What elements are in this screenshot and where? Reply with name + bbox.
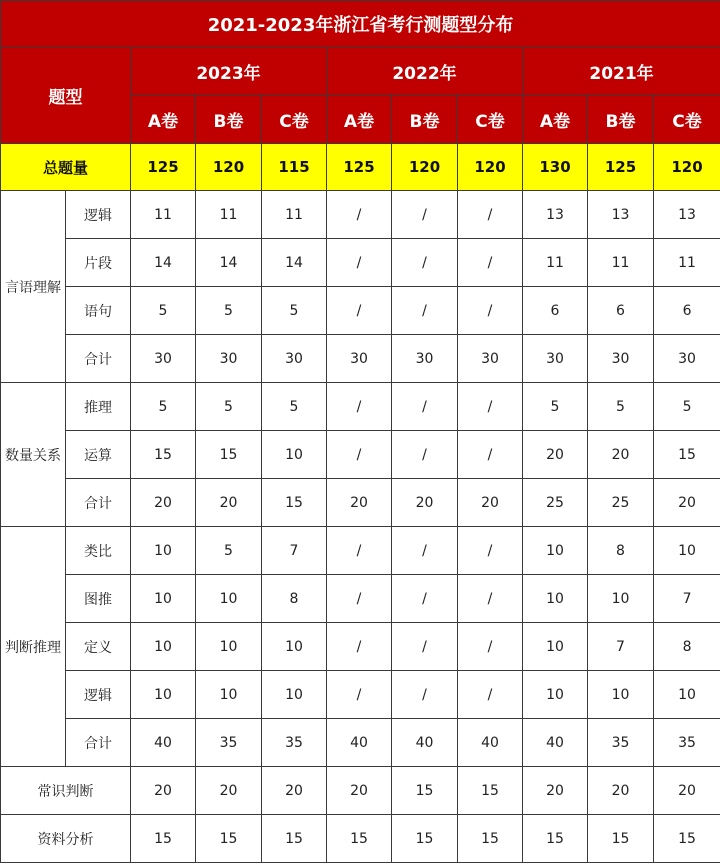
value-cell: 15 bbox=[458, 767, 523, 815]
value-cell: 30 bbox=[392, 335, 458, 383]
value-cell: 20 bbox=[392, 479, 458, 527]
value-cell: / bbox=[327, 287, 392, 335]
value-cell: 5 bbox=[196, 527, 262, 575]
value-cell: 20 bbox=[327, 479, 392, 527]
subcategory-cell: 逻辑 bbox=[66, 671, 131, 719]
total-value: 120 bbox=[458, 144, 523, 191]
value-cell: / bbox=[392, 575, 458, 623]
value-cell: / bbox=[327, 623, 392, 671]
value-cell: 6 bbox=[588, 287, 654, 335]
value-cell: 20 bbox=[588, 431, 654, 479]
value-cell: 30 bbox=[588, 335, 654, 383]
value-cell: / bbox=[458, 287, 523, 335]
value-cell: / bbox=[327, 527, 392, 575]
category-cell: 言语理解 bbox=[1, 191, 66, 383]
value-cell: 5 bbox=[131, 383, 196, 431]
value-cell: 6 bbox=[523, 287, 588, 335]
value-cell: / bbox=[392, 239, 458, 287]
subcategory-cell: 合计 bbox=[66, 479, 131, 527]
value-cell: 15 bbox=[654, 815, 720, 863]
value-cell: 30 bbox=[654, 335, 720, 383]
paper-header: A卷 bbox=[523, 95, 588, 144]
value-cell: 5 bbox=[196, 287, 262, 335]
paper-header: B卷 bbox=[392, 95, 458, 144]
value-cell: / bbox=[327, 671, 392, 719]
value-cell: / bbox=[392, 383, 458, 431]
table-row bbox=[1, 239, 720, 287]
value-cell: 8 bbox=[262, 575, 327, 623]
value-cell: 35 bbox=[196, 719, 262, 767]
value-cell: 20 bbox=[131, 767, 196, 815]
value-cell: 7 bbox=[654, 575, 720, 623]
value-cell: / bbox=[392, 431, 458, 479]
total-value: 125 bbox=[588, 144, 654, 191]
year-header-2023: 2023年 bbox=[131, 48, 327, 95]
subcategory-cell: 图推 bbox=[66, 575, 131, 623]
value-cell: 20 bbox=[327, 767, 392, 815]
value-cell: 5 bbox=[262, 383, 327, 431]
value-cell: 15 bbox=[392, 815, 458, 863]
value-cell: 11 bbox=[196, 191, 262, 239]
value-cell: / bbox=[458, 671, 523, 719]
year-header-2021: 2021年 bbox=[523, 48, 720, 95]
total-value: 120 bbox=[196, 144, 262, 191]
value-cell: 14 bbox=[131, 239, 196, 287]
value-cell: 35 bbox=[588, 719, 654, 767]
value-cell: 20 bbox=[588, 767, 654, 815]
value-cell: 7 bbox=[588, 623, 654, 671]
table-row bbox=[1, 383, 720, 431]
value-cell: 10 bbox=[131, 671, 196, 719]
value-cell: 6 bbox=[654, 287, 720, 335]
value-cell: 35 bbox=[262, 719, 327, 767]
value-cell: 40 bbox=[327, 719, 392, 767]
value-cell: / bbox=[458, 383, 523, 431]
subcategory-cell: 逻辑 bbox=[66, 191, 131, 239]
value-cell: 15 bbox=[458, 815, 523, 863]
value-cell: 10 bbox=[131, 623, 196, 671]
table-row bbox=[1, 335, 720, 383]
subcategory-cell: 片段 bbox=[66, 239, 131, 287]
table-row bbox=[1, 527, 720, 575]
value-cell: 15 bbox=[262, 815, 327, 863]
total-value: 120 bbox=[654, 144, 720, 191]
total-value: 130 bbox=[523, 144, 588, 191]
table-row bbox=[1, 575, 720, 623]
subcategory-cell: 定义 bbox=[66, 623, 131, 671]
table-row bbox=[1, 287, 720, 335]
value-cell: 15 bbox=[588, 815, 654, 863]
total-label: 总题量 bbox=[1, 144, 131, 191]
value-cell: / bbox=[458, 431, 523, 479]
value-cell: 10 bbox=[196, 575, 262, 623]
value-cell: 30 bbox=[458, 335, 523, 383]
value-cell: / bbox=[392, 623, 458, 671]
paper-header: A卷 bbox=[327, 95, 392, 144]
value-cell: 10 bbox=[523, 671, 588, 719]
paper-header: C卷 bbox=[654, 95, 720, 144]
table-row bbox=[1, 719, 720, 767]
table-row bbox=[1, 191, 720, 239]
value-cell: 10 bbox=[131, 527, 196, 575]
subcategory-cell: 合计 bbox=[66, 719, 131, 767]
year-header-2022: 2022年 bbox=[327, 48, 523, 95]
value-cell: / bbox=[458, 239, 523, 287]
value-cell: 20 bbox=[196, 479, 262, 527]
subcategory-cell: 语句 bbox=[66, 287, 131, 335]
value-cell: 20 bbox=[654, 479, 720, 527]
value-cell: 35 bbox=[654, 719, 720, 767]
paper-header: A卷 bbox=[131, 95, 196, 144]
table-row bbox=[1, 767, 720, 815]
value-cell: 20 bbox=[262, 767, 327, 815]
total-value: 120 bbox=[392, 144, 458, 191]
value-cell: 10 bbox=[588, 671, 654, 719]
value-cell: 15 bbox=[327, 815, 392, 863]
value-cell: 15 bbox=[196, 815, 262, 863]
category-cell: 资料分析 bbox=[1, 815, 131, 863]
value-cell: 8 bbox=[588, 527, 654, 575]
paper-header: B卷 bbox=[588, 95, 654, 144]
value-cell: 11 bbox=[523, 239, 588, 287]
value-cell: 40 bbox=[131, 719, 196, 767]
value-cell: 20 bbox=[654, 767, 720, 815]
value-cell: 30 bbox=[327, 335, 392, 383]
value-cell: / bbox=[327, 239, 392, 287]
type-header: 题型 bbox=[1, 48, 131, 144]
value-cell: 10 bbox=[196, 671, 262, 719]
value-cell: 13 bbox=[523, 191, 588, 239]
value-cell: 10 bbox=[654, 527, 720, 575]
value-cell: 5 bbox=[588, 383, 654, 431]
value-cell: / bbox=[458, 623, 523, 671]
value-cell: 40 bbox=[392, 719, 458, 767]
value-cell: 10 bbox=[262, 431, 327, 479]
value-cell: 11 bbox=[588, 239, 654, 287]
value-cell: 40 bbox=[523, 719, 588, 767]
value-cell: 10 bbox=[262, 671, 327, 719]
value-cell: 5 bbox=[523, 383, 588, 431]
value-cell: 14 bbox=[262, 239, 327, 287]
category-cell: 常识判断 bbox=[1, 767, 131, 815]
value-cell: 11 bbox=[131, 191, 196, 239]
category-cell: 判断推理 bbox=[1, 527, 66, 767]
paper-header: C卷 bbox=[458, 95, 523, 144]
value-cell: / bbox=[392, 671, 458, 719]
table-row bbox=[1, 815, 720, 863]
value-cell: / bbox=[327, 191, 392, 239]
value-cell: 25 bbox=[523, 479, 588, 527]
value-cell: 13 bbox=[588, 191, 654, 239]
value-cell: 15 bbox=[654, 431, 720, 479]
value-cell: 15 bbox=[392, 767, 458, 815]
subcategory-cell: 合计 bbox=[66, 335, 131, 383]
value-cell: 30 bbox=[523, 335, 588, 383]
value-cell: 13 bbox=[654, 191, 720, 239]
value-cell: 30 bbox=[196, 335, 262, 383]
subcategory-cell: 推理 bbox=[66, 383, 131, 431]
value-cell: / bbox=[392, 191, 458, 239]
value-cell: 30 bbox=[262, 335, 327, 383]
value-cell: 5 bbox=[196, 383, 262, 431]
value-cell: 40 bbox=[458, 719, 523, 767]
value-cell: 10 bbox=[196, 623, 262, 671]
value-cell: / bbox=[458, 191, 523, 239]
value-cell: 10 bbox=[262, 623, 327, 671]
total-value: 125 bbox=[327, 144, 392, 191]
value-cell: 10 bbox=[523, 623, 588, 671]
subcategory-cell: 运算 bbox=[66, 431, 131, 479]
value-cell: 15 bbox=[262, 479, 327, 527]
value-cell: 20 bbox=[458, 479, 523, 527]
value-cell: 15 bbox=[523, 815, 588, 863]
value-cell: / bbox=[392, 527, 458, 575]
value-cell: / bbox=[458, 527, 523, 575]
value-cell: 15 bbox=[196, 431, 262, 479]
value-cell: 5 bbox=[131, 287, 196, 335]
value-cell: 11 bbox=[262, 191, 327, 239]
value-cell: / bbox=[458, 575, 523, 623]
value-cell: 20 bbox=[196, 767, 262, 815]
value-cell: 14 bbox=[196, 239, 262, 287]
value-cell: 10 bbox=[654, 671, 720, 719]
value-cell: 20 bbox=[523, 431, 588, 479]
table-title: 2021-2023年浙江省考行测题型分布 bbox=[1, 1, 720, 48]
value-cell: 10 bbox=[131, 575, 196, 623]
category-cell: 数量关系 bbox=[1, 383, 66, 527]
paper-header: C卷 bbox=[262, 95, 327, 144]
value-cell: 7 bbox=[262, 527, 327, 575]
value-cell: 25 bbox=[588, 479, 654, 527]
subcategory-cell: 类比 bbox=[66, 527, 131, 575]
value-cell: 10 bbox=[523, 527, 588, 575]
value-cell: / bbox=[327, 575, 392, 623]
value-cell: 20 bbox=[131, 479, 196, 527]
value-cell: 10 bbox=[588, 575, 654, 623]
value-cell: / bbox=[327, 431, 392, 479]
table-row bbox=[1, 431, 720, 479]
table-row bbox=[1, 623, 720, 671]
table-row bbox=[1, 671, 720, 719]
value-cell: / bbox=[392, 287, 458, 335]
paper-header: B卷 bbox=[196, 95, 262, 144]
value-cell: 20 bbox=[523, 767, 588, 815]
table-row bbox=[1, 479, 720, 527]
value-cell: 10 bbox=[523, 575, 588, 623]
value-cell: 11 bbox=[654, 239, 720, 287]
total-value: 125 bbox=[131, 144, 196, 191]
value-cell: 5 bbox=[262, 287, 327, 335]
value-cell: 30 bbox=[131, 335, 196, 383]
value-cell: 8 bbox=[654, 623, 720, 671]
value-cell: 5 bbox=[654, 383, 720, 431]
value-cell: / bbox=[327, 383, 392, 431]
value-cell: 15 bbox=[131, 815, 196, 863]
value-cell: 15 bbox=[131, 431, 196, 479]
total-value: 115 bbox=[262, 144, 327, 191]
